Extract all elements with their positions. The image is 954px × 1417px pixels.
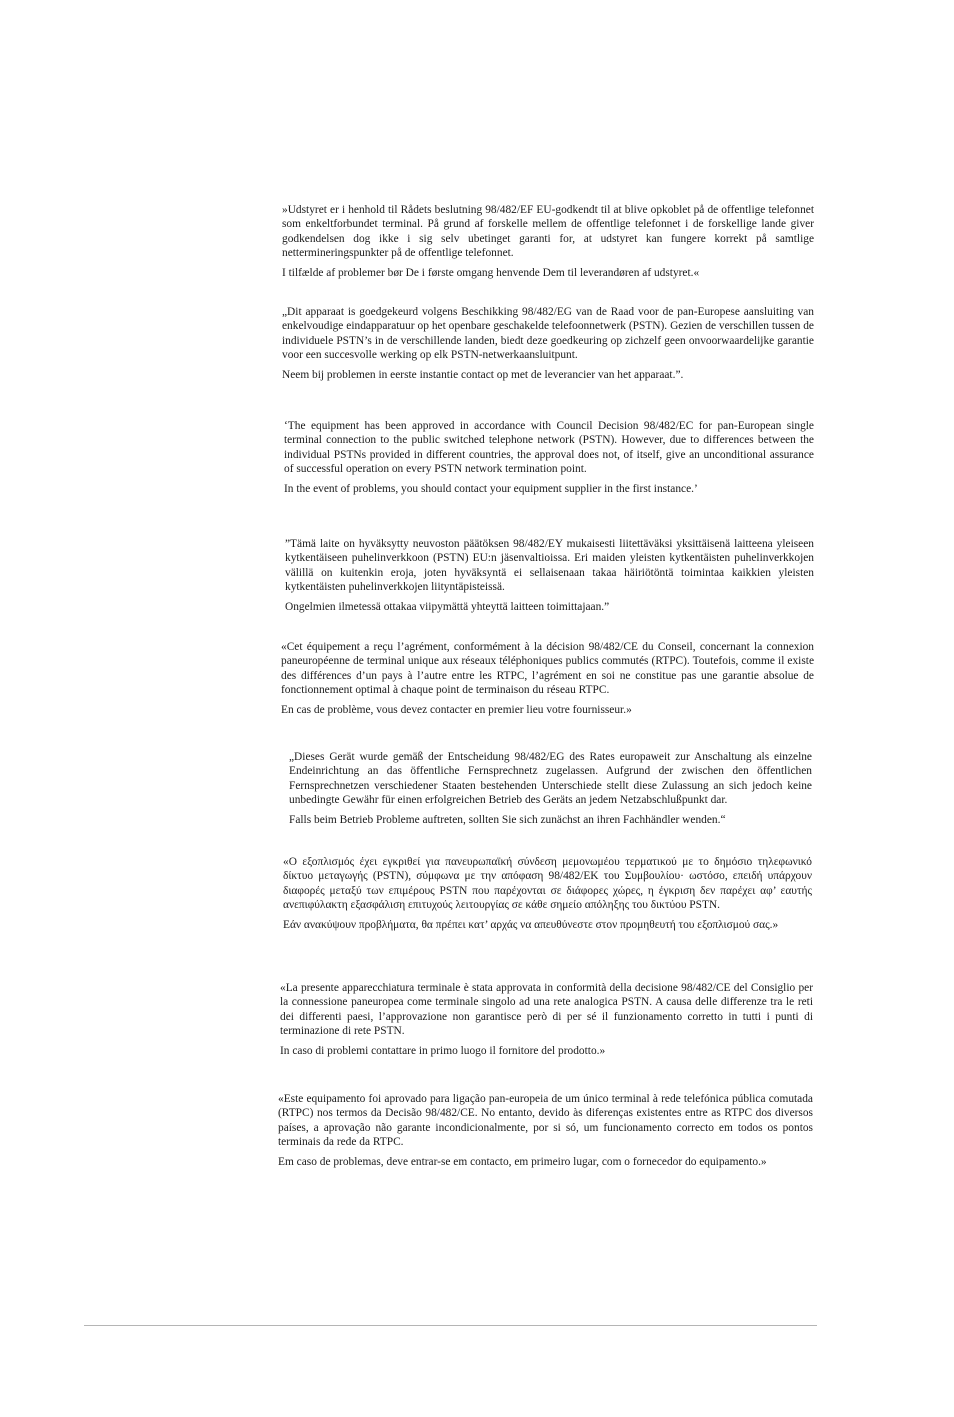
notice-contact: In the event of problems, you should contact your equipment supplier in the first instance.’ bbox=[284, 483, 698, 496]
notice-contact: En cas de problème, vous devez contacter en premier lieu votre fournisseur.» bbox=[281, 704, 632, 717]
notice-contact: I tilfælde af problemer bør De i første omgang henvende Dem til leverandøren af udstyret.« bbox=[282, 267, 700, 280]
notice-portuguese bbox=[278, 1092, 813, 1169]
notice-body: «Ο εξοπλισμός έχει εγκριθεί για πανευρωπαϊκή σύνδεση μεμονωμέου τερματικού με το δημόσιο τηλεφωνικό δίκτυο μεταγωγής (PSTN), σύμφωνα με την απόφαση 98/482/ΕΚ του Συμβουλίου· ωστόσο, επειδή υπάρχουν διαφορές μεταξύ των επιμέρους PSTN που παρέχονται σε διάφορες χώρες, η έγκριση δεν παρέχει αφ’ εαυτής ανεπιφύλακτη εξασφάλιση επιτυχούς λειτουργίας σε κάθε σημείο απόληξης του δικτύου PSTN. bbox=[283, 856, 812, 911]
notice-contact: Εάν ανακύψουν προβλήματα, θα πρέπει κατ’ αρχάς να απευθύνεστε στον προμηθευτή του εξοπλισμού σας.» bbox=[283, 919, 779, 932]
footer-divider bbox=[84, 1325, 817, 1326]
notice-french bbox=[281, 640, 814, 717]
notice-contact: Neem bij problemen in eerste instantie contact op met de leverancier van het apparaat.”. bbox=[282, 369, 684, 382]
notice-body: „Dit apparaat is goedgekeurd volgens Beschikking 98/482/EG van de Raad voor de pan-Europese aansluiting van enkelvoudige eindapparatuur op het openbare geschakelde telefoonnetwerk (PSTN). Gezien de verschillen tussen de individuele PSTN’s in de verschillende landen, biedt deze goedkeuring op zichzelf geen onvoorwaardelijke garantie voor een succesvolle werking op elk PSTN-netwerkaansluitpunt. bbox=[282, 306, 814, 361]
notice-english bbox=[284, 419, 814, 496]
notice-body: ‘The equipment has been approved in accordance with Council Decision 98/482/EC for pan-European single terminal connection to the public switched telephone network (PSTN). However, due to differences between the individual PSTNs provided in different countries, the approval does not, of itself, give an unconditional assurance of successful operation on every PSTN network termination point. bbox=[284, 420, 814, 475]
notice-italian bbox=[280, 981, 813, 1058]
notice-contact: Ongelmien ilmetessä ottakaa viipymättä yhteyttä laitteen toimittajaan.” bbox=[285, 601, 610, 614]
notice-contact: Em caso de problemas, deve entrar-se em contacto, em primeiro lugar, com o fornecedor do equipamento.» bbox=[278, 1156, 767, 1169]
notice-body: «Cet équipement a reçu l’agrément, conformément à la décision 98/482/CE du Conseil, concernant la connexion paneuropéenne de terminal unique aux réseaux téléphoniques publics commutés (RTPC). Toutefois, comme il existe des différences d’un pays à l’autre entre les RTPC, l’agrément en soi ne constitue pas une garantie absolue de fonctionnement optimal à chaque point de terminaison du réseau RTPC. bbox=[281, 641, 814, 696]
notice-dutch bbox=[282, 305, 814, 382]
notice-body: »Udstyret er i henhold til Rådets beslutning 98/482/EF EU-godkendt til at blive opkoblet på de offentlige telefonnet som enkeltforbundet terminal. På grund af forskelle mellem de offentlige telefonnet i de forskellige lande giver godkendelsen dog ikke i sig selv ubetinget garanti for, at udstyret kan fungere korrekt på samtlige nettermineringspunkter på de offentlige telefonnet. bbox=[282, 204, 814, 259]
notice-german bbox=[289, 750, 812, 827]
notice-body: «La presente apparecchiatura terminale è stata approvata in conformità della decisione 98/482/CE del Consiglio per la connessione paneuropea come terminale singolo ad una rete analogica PSTN. A causa delle differenze tra le reti dei differenti paesi, l’approvazione non garantisce però di per sé il funzionamento corretto in tutti i punti di terminazione di rete PSTN. bbox=[280, 982, 813, 1037]
notice-contact: Falls beim Betrieb Probleme auftreten, sollten Sie sich zunächst an ihren Fachhändler wenden.“ bbox=[289, 814, 726, 827]
notice-contact: In caso di problemi contattare in primo luogo il fornitore del prodotto.» bbox=[280, 1045, 606, 1058]
notice-body: «Este equipamento foi aprovado para ligação pan-europeia de um único terminal à rede telefónica pública comutada (RTPC) nos termos da Decisão 98/482/CE. No entanto, devido às diferenças existentes entre as RTPC dos diversos países, a aprovação não garante incondicionalmente, por si só, um funcionamento correcto em todos os pontos terminais da rede da RTPC. bbox=[278, 1093, 813, 1148]
notice-body: „Dieses Gerät wurde gemäß der Entscheidung 98/482/EG des Rates europaweit zur Anschaltung als einzelne Endeinrichtung an das öffentliche Fernsprechnetz zugelassen. Aufgrund der zwischen den öffentlichen Fernsprechnetzen verschiedener Staaten bestehenden Unterschiede stellt diese Zulassung an sich jedoch keine unbedingte Gewähr für einen erfolgreichen Betrieb des Geräts an jedem Netzabschlußpunkt dar. bbox=[289, 751, 812, 806]
notice-body: ”Tämä laite on hyväksytty neuvoston päätöksen 98/482/EY mukaisesti liitettäväksi yksittäisenä laitteena yleiseen kytkentäiseen puhelinverkkoon (PSTN) EU:n jäsenvaltioissa. Eri maiden yleisten kytkentäisten puhelinverkkojen välillä on kuitenkin eroja, joten hyväksyntä ei sellaisenaan takaa häiriötöntä toimintaa kaikkien yleisten kytkentäisten puhelinverkkojen liityntäpisteissä. bbox=[285, 538, 814, 593]
notice-danish bbox=[282, 203, 814, 280]
notice-greek bbox=[283, 855, 812, 932]
notice-finnish bbox=[285, 537, 814, 614]
